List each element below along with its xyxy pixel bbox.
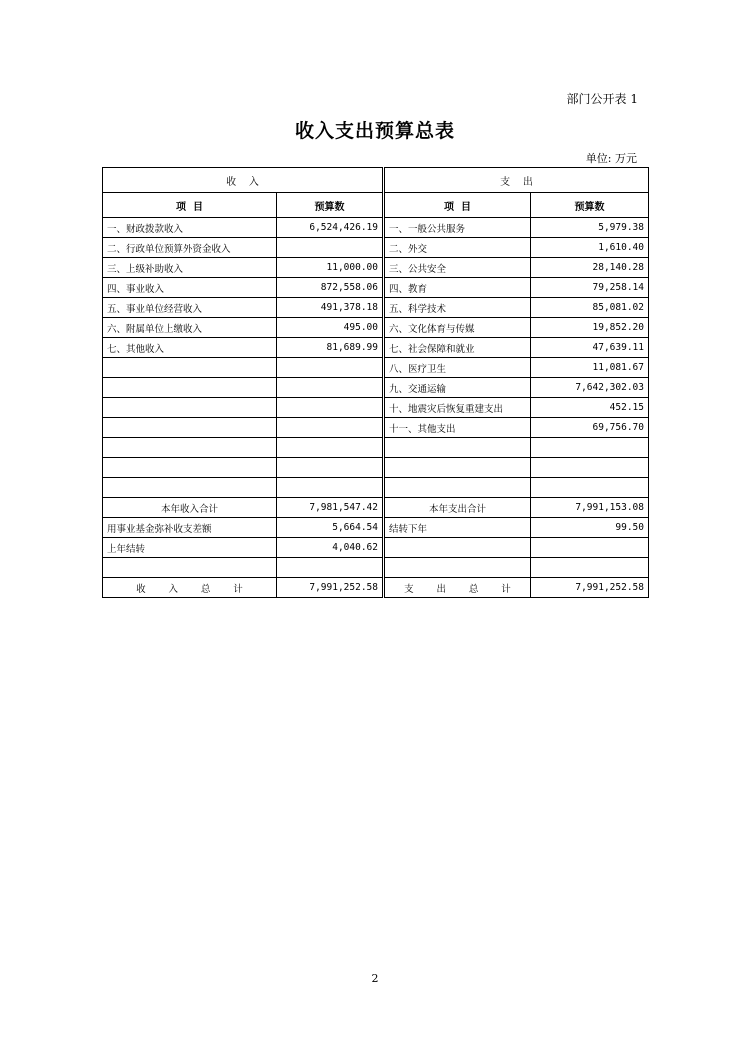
income-amount-cell xyxy=(277,418,383,438)
expense-amount-cell: 452.15 xyxy=(531,398,649,418)
table-row xyxy=(103,458,649,478)
table-row xyxy=(103,518,649,538)
income-amount-cell: 5,664.54 xyxy=(277,518,383,538)
expense-item-cell xyxy=(385,538,531,558)
income-item-header: 项 目 xyxy=(103,193,277,218)
table-row xyxy=(103,398,649,418)
expense-item-cell: 九、交通运输 xyxy=(385,378,531,398)
table-row xyxy=(103,238,649,258)
table-row xyxy=(103,378,649,398)
income-amount-header: 预算数 xyxy=(277,193,383,218)
expense-amount-cell: 99.50 xyxy=(531,518,649,538)
income-item-cell xyxy=(103,358,277,378)
income-amount-cell xyxy=(277,398,383,418)
expense-item-cell: 支 出 总 计 xyxy=(385,578,531,598)
table-row xyxy=(103,278,649,298)
income-item-cell: 五、事业单位经营收入 xyxy=(103,298,277,318)
income-item-cell: 上年结转 xyxy=(103,538,277,558)
income-amount-cell xyxy=(277,478,383,498)
expense-amount-cell: 79,258.14 xyxy=(531,278,649,298)
expense-amount-cell: 19,852.20 xyxy=(531,318,649,338)
table-row xyxy=(103,478,649,498)
income-item-cell: 本年收入合计 xyxy=(103,498,277,518)
table-row xyxy=(103,578,649,598)
income-item-cell xyxy=(103,478,277,498)
table-subheader-row xyxy=(103,193,649,218)
expense-item-cell xyxy=(385,558,531,578)
income-item-cell: 六、附属单位上缴收入 xyxy=(103,318,277,338)
income-amount-cell: 872,558.06 xyxy=(277,278,383,298)
budget-table xyxy=(102,167,649,598)
expense-item-cell: 六、文化体育与传媒 xyxy=(385,318,531,338)
expense-item-cell xyxy=(385,478,531,498)
table-header-row xyxy=(103,168,649,193)
page-title: 收入支出预算总表 xyxy=(294,120,455,142)
expense-amount-cell xyxy=(531,458,649,478)
expense-amount-header: 预算数 xyxy=(531,193,649,218)
expense-item-cell: 七、社会保障和就业 xyxy=(385,338,531,358)
expense-item-header: 项 目 xyxy=(385,193,531,218)
income-amount-cell xyxy=(277,238,383,258)
table-row xyxy=(103,218,649,238)
expense-amount-cell xyxy=(531,558,649,578)
income-item-cell xyxy=(103,458,277,478)
expense-item-cell: 十、地震灾后恢复重建支出 xyxy=(385,398,531,418)
income-amount-cell: 7,981,547.42 xyxy=(277,498,383,518)
expense-amount-cell: 7,991,252.58 xyxy=(531,578,649,598)
table-row xyxy=(103,358,649,378)
income-item-cell: 七、其他收入 xyxy=(103,338,277,358)
income-amount-cell: 495.00 xyxy=(277,318,383,338)
expense-item-cell: 十一、其他支出 xyxy=(385,418,531,438)
table-row xyxy=(103,438,649,458)
table-body xyxy=(103,218,649,598)
income-item-cell: 收 入 总 计 xyxy=(103,578,277,598)
expense-item-cell: 五、科学技术 xyxy=(385,298,531,318)
income-amount-cell: 11,000.00 xyxy=(277,258,383,278)
expense-amount-cell: 85,081.02 xyxy=(531,298,649,318)
expense-amount-cell: 7,642,302.03 xyxy=(531,378,649,398)
income-amount-cell: 81,689.99 xyxy=(277,338,383,358)
income-item-cell xyxy=(103,438,277,458)
expense-item-cell: 八、医疗卫生 xyxy=(385,358,531,378)
table-row xyxy=(103,338,649,358)
income-amount-cell xyxy=(277,458,383,478)
expense-item-cell: 本年支出合计 xyxy=(385,498,531,518)
income-item-cell xyxy=(103,378,277,398)
expense-item-cell xyxy=(385,458,531,478)
income-item-cell: 用事业基金弥补收支差额 xyxy=(103,518,277,538)
income-item-cell xyxy=(103,558,277,578)
expense-amount-cell: 7,991,153.08 xyxy=(531,498,649,518)
income-item-cell: 一、财政拨款收入 xyxy=(103,218,277,238)
expense-amount-cell: 69,756.70 xyxy=(531,418,649,438)
table-row xyxy=(103,498,649,518)
expense-item-cell: 四、教育 xyxy=(385,278,531,298)
income-header: 收 入 xyxy=(103,168,383,193)
table-row xyxy=(103,318,649,338)
table-row xyxy=(103,418,649,438)
table-row xyxy=(103,538,649,558)
expense-item-cell: 三、公共安全 xyxy=(385,258,531,278)
expense-amount-cell: 1,610.40 xyxy=(531,238,649,258)
table-row xyxy=(103,558,649,578)
expense-amount-cell: 5,979.38 xyxy=(531,218,649,238)
expense-item-cell: 结转下年 xyxy=(385,518,531,538)
income-item-cell: 三、上级补助收入 xyxy=(103,258,277,278)
table-row xyxy=(103,298,649,318)
income-item-cell xyxy=(103,398,277,418)
table-row xyxy=(103,258,649,278)
income-amount-cell: 7,991,252.58 xyxy=(277,578,383,598)
income-amount-cell: 4,040.62 xyxy=(277,538,383,558)
expense-header: 支 出 xyxy=(385,168,649,193)
page-number: 2 xyxy=(371,972,379,985)
expense-amount-cell: 28,140.28 xyxy=(531,258,649,278)
expense-amount-cell xyxy=(531,478,649,498)
income-amount-cell xyxy=(277,378,383,398)
expense-item-cell: 二、外交 xyxy=(385,238,531,258)
expense-amount-cell: 11,081.67 xyxy=(531,358,649,378)
expense-amount-cell xyxy=(531,538,649,558)
income-item-cell xyxy=(103,418,277,438)
income-amount-cell: 491,378.18 xyxy=(277,298,383,318)
income-amount-cell xyxy=(277,358,383,378)
expense-item-cell: 一、一般公共服务 xyxy=(385,218,531,238)
expense-amount-cell: 47,639.11 xyxy=(531,338,649,358)
page-tag: 部门公开表 1 xyxy=(566,92,638,106)
income-amount-cell: 6,524,426.19 xyxy=(277,218,383,238)
unit-label: 单位: 万元 xyxy=(585,152,637,165)
income-amount-cell xyxy=(277,558,383,578)
income-item-cell: 二、行政单位预算外资金收入 xyxy=(103,238,277,258)
expense-amount-cell xyxy=(531,438,649,458)
expense-item-cell xyxy=(385,438,531,458)
income-amount-cell xyxy=(277,438,383,458)
income-item-cell: 四、事业收入 xyxy=(103,278,277,298)
